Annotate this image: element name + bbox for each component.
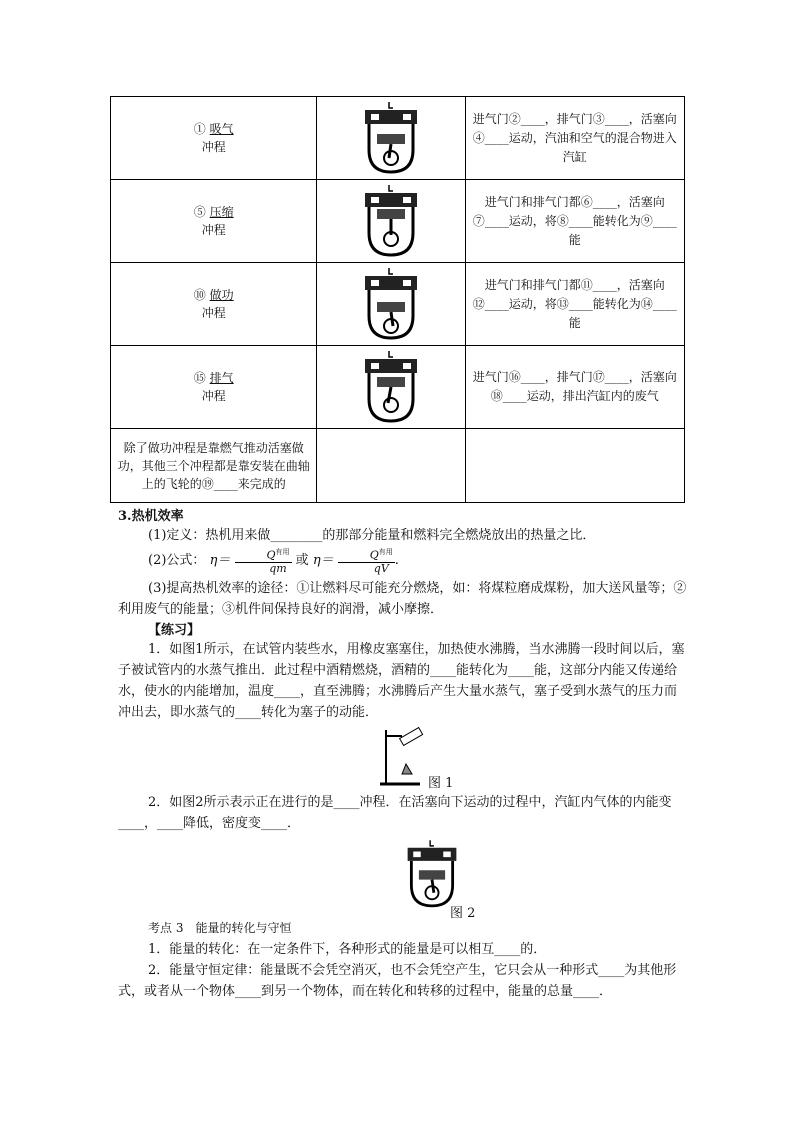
stroke-name: 做功 [209, 288, 234, 302]
stroke-name: 压缩 [209, 205, 234, 219]
stroke-name-cell [111, 346, 317, 429]
stroke-name-cell [111, 180, 317, 263]
engine-image-cell [317, 180, 465, 263]
table-row [111, 97, 685, 180]
engine-compression-icon [359, 183, 423, 259]
stroke-table [110, 96, 685, 503]
formula-or: 或 [295, 553, 309, 568]
question-1: 1．如图1所示，在试管内装些水，用橡皮塞塞住，加热使水沸腾，当水沸腾一段时间以后，塞子被试管内的水蒸气推出．此过程中酒精燃烧，酒精的____能转化为____能，这部分内能又传递给水，使水的内能增加，温度____，直至沸腾；水沸腾后产生大量水蒸气，塞子受到水蒸气的压力而冲出去，即水蒸气的____转化为塞子的动能． [118, 642, 685, 720]
fraction-denominator: qV [373, 561, 389, 575]
figure-2-caption: 图 2 [450, 906, 476, 921]
stroke-description: 进气门⑯____，排气门⑰____，活塞向⑱____运动，排出汽缸内的废气 [465, 346, 684, 429]
formula-fraction-1 [235, 546, 292, 575]
stroke-name: 吸气 [209, 122, 234, 136]
formula-line [118, 544, 688, 578]
figure-2-engine-icon [402, 836, 462, 912]
formula-fraction-2 [338, 546, 395, 575]
question-2: 2．如图2所示表示正在进行的是____冲程．在活塞向下运动的过程中，汽缸内气体的内能变____，____降低，密度变____． [118, 795, 672, 831]
stroke-description: 进气门和排气门都⑪____，活塞向⑫____运动，将⑬____能转化为⑭____能 [465, 263, 684, 346]
fraction-sup: 有用 [378, 548, 393, 557]
stroke-description: 进气门和排气门都⑥____，活塞向⑦____运动，将⑧____能转化为⑨____能 [465, 180, 684, 263]
stroke-suffix: 冲程 [201, 389, 226, 403]
formula-eta: η＝ [209, 553, 231, 568]
stroke-description: 进气门②____，排气门③____，活塞向④____运动，汽油和空气的混合物进入汽缸 [465, 97, 684, 180]
stroke-name-cell [111, 97, 317, 180]
engine-exhaust-icon [359, 349, 423, 425]
blank-number: ⑩ [193, 288, 206, 302]
empty-cell [465, 429, 684, 503]
formula-eta: η＝ [312, 553, 334, 568]
table-row [111, 263, 685, 346]
stroke-suffix: 冲程 [201, 140, 226, 154]
stroke-suffix: 冲程 [201, 223, 226, 237]
fraction-sup: 有用 [275, 548, 290, 557]
engine-power-icon [359, 266, 423, 342]
fraction-numerator: Q [369, 548, 379, 562]
engine-image-cell [317, 263, 465, 346]
fraction-denominator: qm [269, 561, 287, 575]
figure-1-apparatus-icon [372, 722, 428, 788]
engine-image-cell [317, 97, 465, 180]
stroke-suffix: 冲程 [201, 306, 226, 320]
blank-number: ⑮ [193, 371, 206, 385]
stroke-name-cell [111, 263, 317, 346]
blank-number: ① [193, 122, 206, 136]
empty-cell [317, 429, 465, 503]
formula-end: . [394, 553, 399, 568]
table-note: 除了做功冲程是靠燃气推动活塞做功，其他三个冲程都是靠安装在曲轴上的飞轮的⑲____来完成的 [111, 429, 317, 503]
stroke-name: 排气 [209, 371, 234, 385]
figure-1-caption: 图 1 [428, 776, 454, 791]
section-3-p1: 1．能量的转化：在一定条件下，各种形式的能量是可以相互____的． [148, 942, 547, 957]
definition-text: (1)定义：热机用来做________的那部分能量和燃料完全燃烧放出的热量之比． [148, 528, 596, 543]
practice-heading: 【练习】 [148, 623, 201, 638]
table-row [111, 346, 685, 429]
section-3-title: 考点 3 能量的转化与守恒 [148, 921, 292, 935]
improve-text: (3)提高热机效率的途径：①让燃料尽可能充分燃烧，如：将煤粒磨成煤粉，加大送风量等；②利用废气的能量；③机件间保持良好的润滑，减小摩擦． [118, 581, 687, 617]
table-row [111, 180, 685, 263]
section-heading: 3.热机效率 [118, 509, 184, 524]
section-3-p2: 2．能量守恒定律：能量既不会凭空消灭，也不会凭空产生，它只会从一种形式____为其他形式，或者从一个物体____到另一个物体，而在转化和转移的过程中，能量的总量____． [118, 963, 677, 999]
fraction-numerator: Q [266, 548, 276, 562]
engine-image-cell [317, 346, 465, 429]
formula-label: (2)公式： [148, 553, 206, 568]
engine-intake-icon [359, 100, 423, 176]
table-row [111, 429, 685, 503]
blank-number: ⑤ [193, 205, 206, 219]
